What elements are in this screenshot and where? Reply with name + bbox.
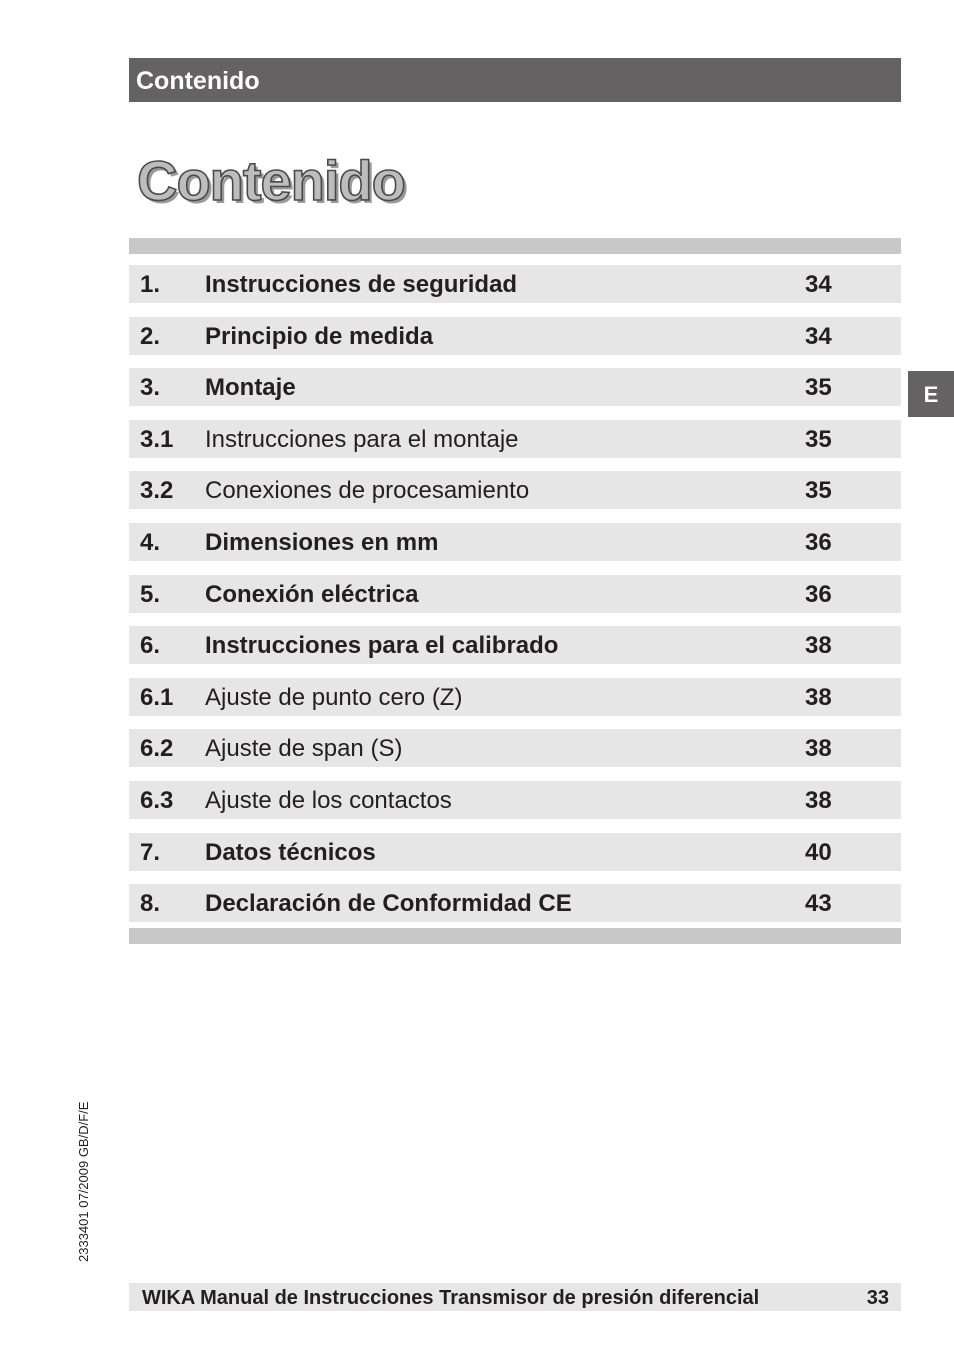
toc-entry-title: Datos técnicos — [205, 839, 376, 866]
toc-entry[interactable] — [129, 575, 901, 613]
toc-entry-page: 38 — [805, 735, 832, 762]
toc-entry-page: 36 — [805, 529, 832, 556]
section-header-title: Contenido — [136, 67, 260, 95]
toc-entry[interactable] — [129, 523, 901, 561]
toc-entry[interactable] — [129, 420, 901, 458]
toc-entry-title: Principio de medida — [205, 323, 434, 350]
footer-text: WIKA Manual de Instrucciones Transmisor de presión diferencial — [142, 1287, 760, 1309]
toc-entry[interactable] — [129, 884, 901, 922]
toc-entry-page: 43 — [805, 890, 832, 917]
toc-entry-page: 35 — [805, 426, 832, 453]
toc-entry-page: 35 — [805, 374, 832, 401]
toc-bottom-rule — [129, 928, 901, 944]
toc-entry-number: 8. — [140, 890, 161, 917]
toc-entry-page: 35 — [805, 477, 832, 504]
toc-entry-title: Ajuste de los contactos — [205, 787, 452, 814]
toc-entry-number: 4. — [140, 529, 161, 556]
toc-entry-page: 38 — [805, 684, 832, 711]
toc-entry-title: Instrucciones para el calibrado — [205, 632, 559, 659]
toc-entry[interactable] — [129, 317, 901, 355]
page-title: Contenido — [137, 149, 405, 212]
toc-entry-page: 34 — [805, 271, 832, 298]
section-header — [129, 58, 901, 102]
toc-entry-number: 1. — [140, 271, 161, 298]
footer-page-number: 33 — [866, 1287, 889, 1309]
toc-entry-number: 6. — [140, 632, 161, 659]
toc-entry[interactable] — [129, 678, 901, 716]
toc-entry-number: 3. — [140, 374, 161, 401]
toc-entry-number: 3.2 — [140, 477, 174, 504]
toc-entry-title: Conexión eléctrica — [205, 581, 419, 608]
toc-entry-number: 6.1 — [140, 684, 174, 711]
toc-top-rule — [129, 238, 901, 254]
toc-entry-number: 3.1 — [140, 426, 174, 453]
toc-entry-title: Ajuste de span (S) — [205, 735, 403, 762]
toc-entry-page: 36 — [805, 581, 832, 608]
toc-entry-title: Ajuste de punto cero (Z) — [205, 684, 463, 711]
toc-entry-number: 6.2 — [140, 735, 174, 762]
toc-entry[interactable] — [129, 729, 901, 767]
toc-entry-title: Instrucciones para el montaje — [205, 426, 519, 453]
toc-entry-page: 38 — [805, 632, 832, 659]
toc-entry-title: Dimensiones en mm — [205, 529, 439, 556]
toc-entry-title: Declaración de Conformidad CE — [205, 890, 572, 917]
toc-entry-number: 2. — [140, 323, 161, 350]
toc-entry[interactable] — [129, 626, 901, 664]
toc-entry-title: Instrucciones de seguridad — [205, 271, 518, 298]
toc-entry-page: 40 — [805, 839, 832, 866]
toc-entry[interactable] — [129, 265, 901, 303]
toc-entry[interactable] — [129, 833, 901, 871]
toc-entry[interactable] — [129, 471, 901, 509]
document-code: 2333401 07/2009 GB/D/F/E — [76, 1101, 91, 1262]
language-tab: E — [908, 371, 954, 417]
toc-entry-number: 5. — [140, 581, 161, 608]
toc-entry-title: Montaje — [205, 374, 296, 401]
toc-entry[interactable] — [129, 781, 901, 819]
toc-entry-page: 38 — [805, 787, 832, 814]
page-footer — [129, 1283, 901, 1311]
toc-entry[interactable] — [129, 368, 901, 406]
toc-entry-number: 7. — [140, 839, 161, 866]
toc-entry-title: Conexiones de procesamiento — [205, 477, 530, 504]
toc-entry-page: 34 — [805, 323, 832, 350]
toc-entry-number: 6.3 — [140, 787, 174, 814]
